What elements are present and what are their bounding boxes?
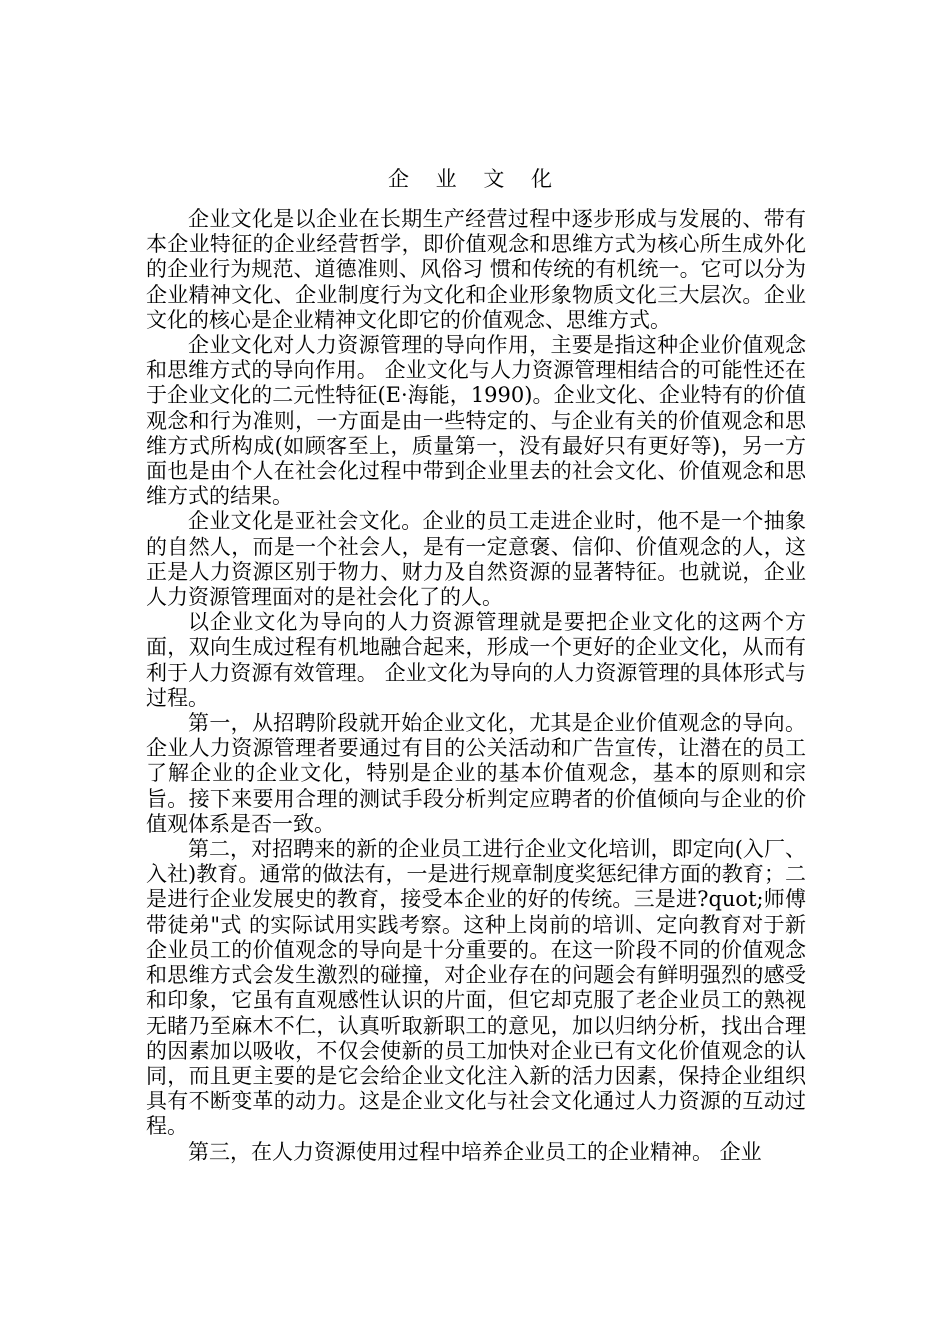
paragraph: 第一，从招聘阶段就开始企业文化，尤其是企业价值观念的导向。企业人力资源管理者要通过有目的公关活动和广告宣传，让潜在的员工了解企业的企业文化，特别是企业的基本价值观念，基本的原则和宗旨。接下来要用合理的测试手段分析判定应聘者的价值倾向与企业的价值观体系是否一致。 <box>146 711 806 836</box>
document-body <box>146 207 806 1165</box>
paragraph: 第二，对招聘来的新的企业员工进行企业文化培训，即定向(入厂、入社)教育。通常的做法有，一是进行规章制度奖惩纪律方面的教育；二是进行企业发展史的教育，接受本企业的好的传统。三是进?quot;师傅带徒弟"式 的实际试用实践考察。这种上岗前的培训、定向教育对于新企业员工的价值观念的导向是十分重要的。在这一阶段不同的价值观念和思维方式会发生激烈的碰撞，对企业存在的问题会有鲜明强烈的感受和印象，它虽有直观感性认识的片面，但它却克服了老企业员工的熟视无睹乃至麻木不仁，认真听取新职工的意见，加以归纳分析，找出合理的因素加以吸收，不仅会使新的员工加快对企业已有文化价值观念的认同，而且更主要的是它会给企业文化注入新的活力因素，保持企业组织具有不断变革的动力。这是企业文化与社会文化通过人力资源的互动过程。 <box>146 837 806 1139</box>
paragraph: 以企业文化为导向的人力资源管理就是要把企业文化的这两个方面，双向生成过程有机地融合起来，形成一个更好的企业文化，从而有利于人力资源有效管理。 企业文化为导向的人力资源管理的具体形式与过程。 <box>146 610 806 710</box>
document-title: 企 业 文 化 <box>387 167 563 191</box>
paragraph: 第三，在人力资源使用过程中培养企业员工的企业精神。 企业 <box>188 1139 762 1164</box>
paragraph: 企业文化是以企业在长期生产经营过程中逐步形成与发展的、带有本企业特征的企业经营哲学，即价值观念和思维方式为核心所生成外化 的企业行为规范、道德准则、风俗习 惯和传统的有机统一。它可以分为企业精神文化、企业制度行为文化和企业形象物质文化三大层次。企业文化的核心是企业精神文化即它的价值观念、思维方式。 <box>146 207 806 332</box>
paragraph: 企业文化是亚社会文化。企业的员工走进企业时，他不是一个抽象的自然人，而是一个社会人，是有一定意褒、信仰、价值观念的人，这正是人力资源区别于物力、财力及自然资源的显著特征。也就说，企业人力资源管理面对的是社会化了的人。 <box>146 509 806 610</box>
paragraph: 企业文化对人力资源管理的导向作用，主要是指这种企业价值观念和思维方式的导向作用。 企业文化与人力资源管理相结合的可能性还在于企业文化的二元性特征(E·海能，1990)。企业文化、企业特有的价值观念和行为准则，一方面是由一些特定的、与企业有关的价值观念和思维方式所构成(如顾客至上，质量第一，没有最好只有更好等)，另一方面也是由个人在社会化过程中带到企业里去的社会文化、价值观念和思维方式的结果。 <box>146 333 806 509</box>
